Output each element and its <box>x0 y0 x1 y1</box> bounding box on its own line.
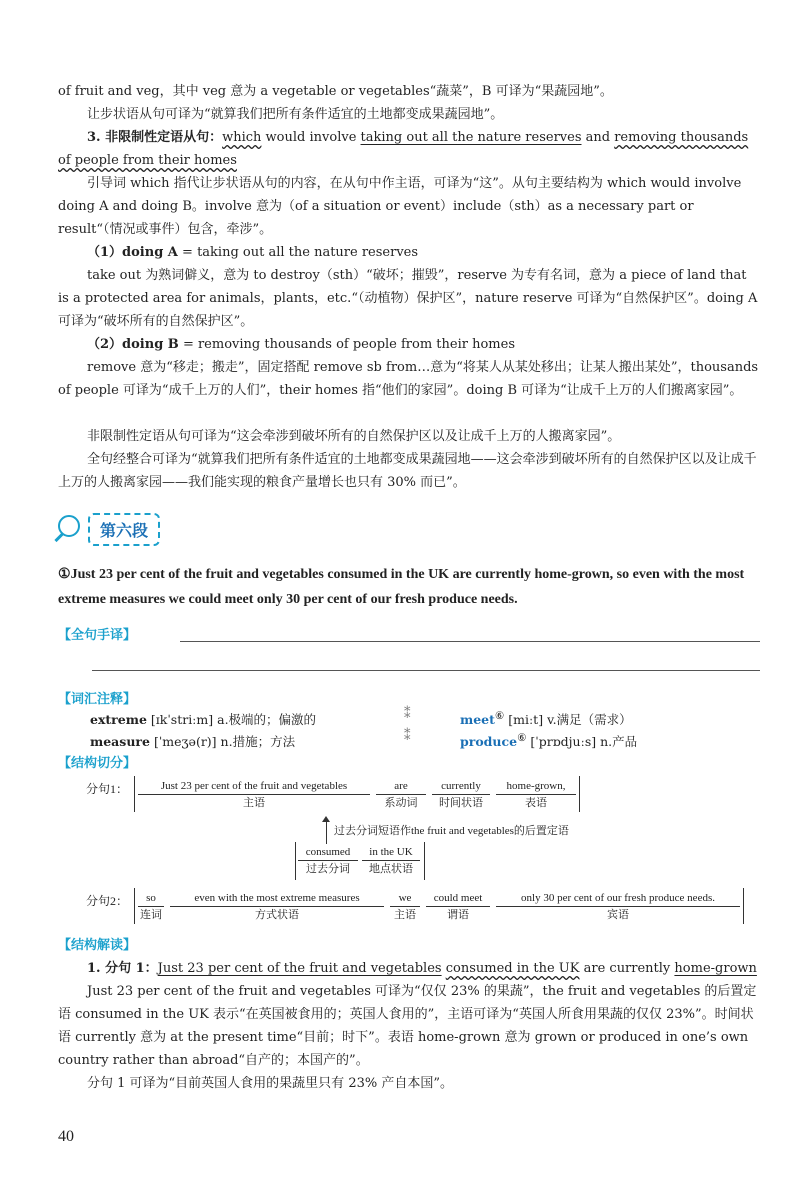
doing-a-line: （1）doing A = taking out all the nature reserves <box>87 245 419 260</box>
page-number: 40 <box>58 1128 74 1145</box>
diagram-cell: even with the most extreme measures 方式状语 <box>170 890 384 923</box>
key-sentence: ①Just 23 per cent of the fruit and vegetables consumed in the UK are currently home-grown, so even with the most extreme measures we could meet only 30 per cent of our fresh produce needs. <box>58 567 745 607</box>
diagram-cell: Just 23 per cent of the fruit and vegetables 主语 <box>138 778 370 811</box>
text-line: 让步状语从句可译为“就算我们把所有条件适宜的土地都变成果蔬园地”。 <box>87 107 504 122</box>
vocab-label: 【词汇注释】 <box>58 692 137 707</box>
clause-label: 分句2： <box>86 894 129 908</box>
answer-line <box>180 641 760 642</box>
analysis-label: 【结构解读】 <box>58 938 137 953</box>
paragraph: 分句 1 可译为“目前英国人食用的果蔬里只有 23% 产自本国”。 <box>87 1076 453 1091</box>
vocab-item: meet⑥ [miːt] v.满足（需求） <box>460 710 632 728</box>
divider-ornament: ⁑ <box>404 707 411 722</box>
diagram-cell: home-grown, 表语 <box>496 778 576 811</box>
diagram-cell: consumed 过去分词 <box>298 844 358 877</box>
translate-label: 【全句手译】 <box>58 628 137 643</box>
arrow-icon <box>322 816 330 822</box>
diagram-cell: we 主语 <box>390 890 420 923</box>
clause-label: 分句1： <box>86 782 129 796</box>
diagram-cell: only 30 per cent of our fresh produce needs. 宾语 <box>496 890 740 923</box>
doing-b-line: （2）doing B = removing thousands of people from their homes <box>87 337 515 352</box>
analysis-heading: 1. 分句 1：Just 23 per cent of the fruit and vegetables consumed in the UK are currently home-grown <box>87 961 757 976</box>
paragraph: take out 为熟词僻义，意为 to destroy（sth）“破坏；摧毁”，reserve 为专有名词，意为 a piece of land that is a protected area for animals，plants，etc.“（动植物）保护区”，nature reserve 可译为“自然保护区”。doing A 可译为“破坏所有的自然保护区”。 <box>58 268 758 329</box>
paragraph: Just 23 per cent of the fruit and vegetables 可译为“仅仅 23% 的果蔬”，the fruit and vegetables 的后置定语 consumed in the UK 表示“在英国被食用的；英国人食用的”，主语可译为“英国人所食用果蔬的仅仅 23%”。时间状语 currently 意为 at the present time“目前；时下”。表语 home-grown 意为 grown or produced in one’s own country rather than abroad“自产的；本国产的”。 <box>58 984 757 1068</box>
diagram-cell: could meet 谓语 <box>426 890 490 923</box>
paragraph: remove 意为“移走；搬走”，固定搭配 remove sb from…意为“将某人从某处移出；让某人搬出某处”，thousands of people 可译为“成千上万的人们”，their homes 指“他们的家园”。doing B 可译为“让成千上万的人们搬离家园”。 <box>58 360 759 398</box>
vocab-item: produce⑥ [ˈprɒdjuːs] n.产品 <box>460 732 638 750</box>
answer-line <box>92 670 760 671</box>
vocab-item: measure [ˈmeʒə(r)] n.措施；方法 <box>90 734 296 749</box>
diagram-cell: so 连词 <box>140 892 162 921</box>
connector-line <box>326 820 327 844</box>
clause-label: 3. 非限制性定语从句： <box>87 130 223 145</box>
diagram-cell: are 系动词 <box>376 778 426 811</box>
divider-ornament: ⁑ <box>404 729 411 744</box>
diagram-cell: in the UK 地点状语 <box>362 844 420 877</box>
text-line: of fruit and veg，其中 veg 意为 a vegetable or vegetables“蔬菜”，B 可译为“果蔬园地”。 <box>58 84 613 99</box>
section-title: 第六段 <box>88 513 160 546</box>
clause1-diagram <box>58 776 778 886</box>
paragraph: 全句经整合可译为“就算我们把所有条件适宜的土地都变成果蔬园地——这会牵涉到破坏所有的自然保护区以及让成千上万的人搬离家园——我们能实现的粮食产量增长也只有 30% 而已”。 <box>58 452 757 490</box>
diagram-cell: currently 时间状语 <box>432 778 490 811</box>
paragraph: 引导词 which 指代让步状语从句的内容，在从句中作主语，可译为“这”。从句主要结构为 which would involve doing A and doing B。involve 意为（of a situation or event）include（sth）as a necessary part or result“（情况或事件）包含，牵涉”。 <box>58 176 742 237</box>
vocab-item: extreme [ɪkˈstriːm] a.极端的；偏激的 <box>90 712 317 727</box>
diagram-note: 过去分词短语作the fruit and vegetables的后置定语 <box>334 825 569 837</box>
paragraph: 非限制性定语从句可译为“这会牵涉到破坏所有的自然保护区以及让成千上万的人搬离家园”。 <box>87 429 621 444</box>
clause2-diagram <box>58 888 778 928</box>
structure-label: 【结构切分】 <box>58 756 137 771</box>
clause-heading: 3. 非限制性定语从句：which would involve taking out all the nature reserves and removing thousands of people from their homes <box>58 130 749 168</box>
